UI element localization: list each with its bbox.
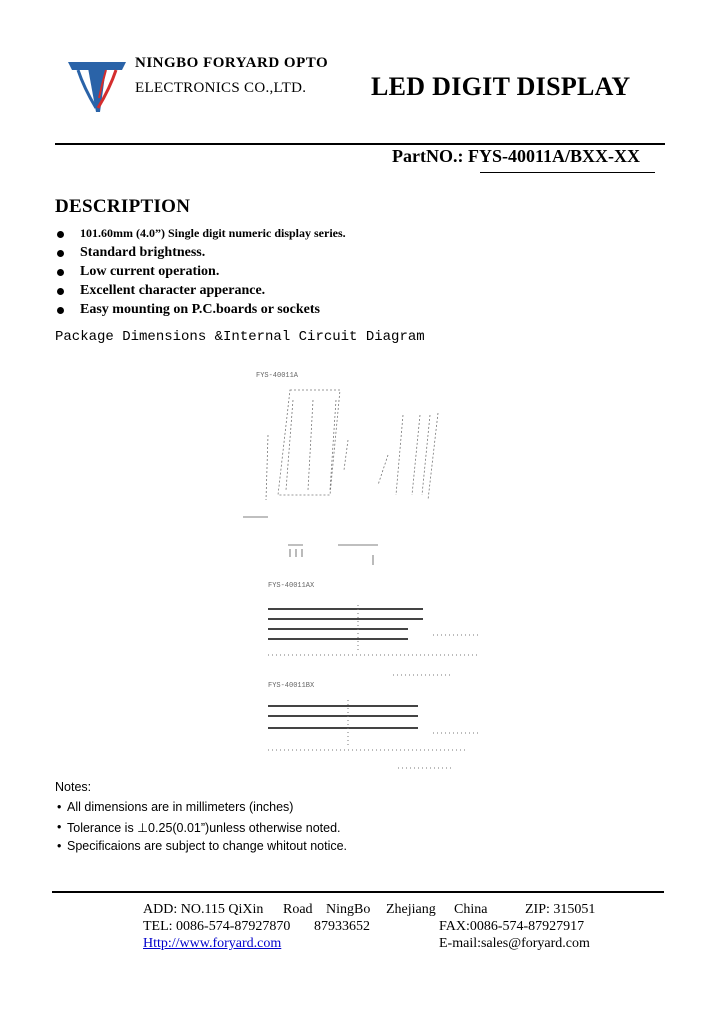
foryard-logo-icon bbox=[66, 58, 128, 114]
footer-province: Zhejiang bbox=[386, 902, 436, 917]
list-item: • Tolerance is ⊥0.25(0.01”)unless otherwise noted. bbox=[57, 819, 341, 835]
notes-title: Notes: bbox=[55, 780, 92, 794]
bullet-icon: • bbox=[57, 839, 62, 853]
package-dimensions-title: Package Dimensions &Internal Circuit Diagram bbox=[55, 329, 425, 345]
website-link[interactable]: Http://www.foryard.com bbox=[143, 936, 282, 951]
bullet-icon bbox=[57, 231, 64, 238]
footer-tel2: 87933652 bbox=[314, 919, 370, 934]
part-number: PartNO.: FYS-40011A/BXX-XX bbox=[392, 146, 640, 166]
bullet-icon bbox=[57, 250, 64, 257]
footer-divider bbox=[52, 891, 664, 893]
bullet-icon: • bbox=[57, 819, 62, 834]
bullet-icon: • bbox=[57, 800, 62, 814]
list-item: Low current operation. bbox=[55, 264, 346, 283]
document-title: LED DIGIT DISPLAY bbox=[371, 72, 631, 101]
footer-zip: ZIP: 315051 bbox=[525, 902, 596, 917]
diagram-top-label: FYS-40011A bbox=[256, 372, 299, 380]
footer-email: E-mail:sales@foryard.com bbox=[439, 936, 590, 951]
list-item: Standard brightness. bbox=[55, 245, 346, 264]
bullet-icon bbox=[57, 269, 64, 276]
diagram-cathode-label: FYS-40011BX bbox=[268, 682, 315, 690]
bullet-icon bbox=[57, 307, 64, 314]
company-name-line1: NINGBO FORYARD OPTO bbox=[135, 55, 329, 71]
feature-list bbox=[55, 226, 346, 321]
package-dimensions-diagram bbox=[238, 365, 488, 775]
list-item: Easy mounting on P.C.boards or sockets bbox=[55, 302, 346, 321]
footer-city: NingBo bbox=[326, 902, 371, 917]
company-name-line2: ELECTRONICS CO.,LTD. bbox=[135, 80, 307, 96]
footer-address: ADD: NO.115 QiXin bbox=[143, 902, 264, 917]
footer-road: Road bbox=[283, 902, 313, 917]
list-item: 101.60mm (4.0”) Single digit numeric display series. bbox=[55, 226, 346, 245]
list-item: Excellent character apperance. bbox=[55, 283, 346, 302]
footer-country: China bbox=[454, 902, 488, 917]
footer-tel: TEL: 0086-574-87927870 bbox=[143, 919, 291, 934]
description-heading: DESCRIPTION bbox=[55, 196, 191, 217]
footer-fax: FAX:0086-574-87927917 bbox=[439, 919, 585, 934]
list-item: • All dimensions are in millimeters (inches) bbox=[57, 800, 294, 814]
diagram-anode-label: FYS-40011AX bbox=[268, 582, 315, 590]
header-divider bbox=[55, 143, 665, 145]
part-number-underline bbox=[480, 172, 655, 173]
notes-list bbox=[55, 800, 347, 859]
bullet-icon bbox=[57, 288, 64, 295]
list-item: • Specificaions are subject to change whitout notice. bbox=[57, 839, 348, 853]
